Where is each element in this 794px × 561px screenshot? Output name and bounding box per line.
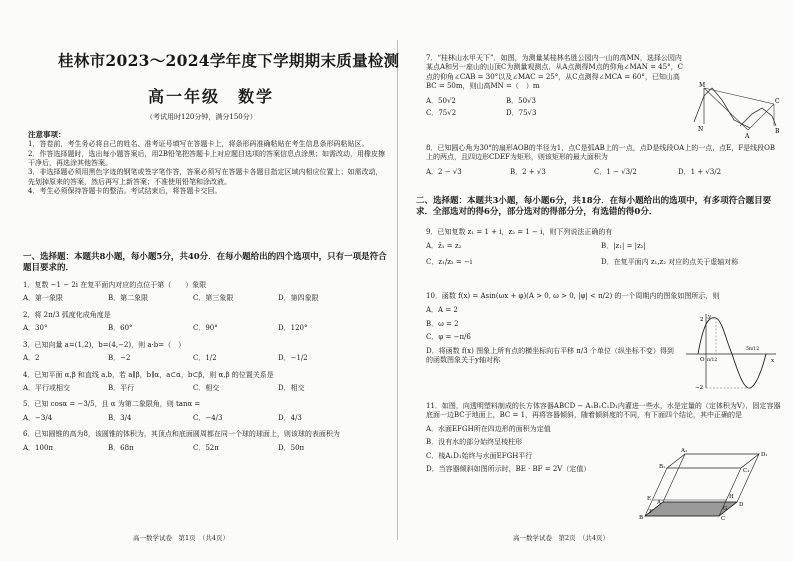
option: D．120°	[278, 324, 308, 333]
option: A．30°	[23, 324, 48, 333]
option: A．A = 2	[426, 306, 458, 315]
exam-time-note: （考试用时120分钟，满分150分）	[146, 113, 257, 121]
option: A．2 − √3	[426, 167, 462, 176]
question-stem: 10．函数 f(x) = Asin(ωx + φ)(A > 0, ω > 0, |φ| < π/2) 的一个周期内的图象如图所示，则	[426, 292, 720, 300]
option: D．在复平面内 z₁,z₂ 对应的点关于虚轴对称	[601, 257, 739, 266]
sine-curve	[698, 318, 766, 389]
sight-line-am	[704, 88, 748, 130]
option: B．60°	[108, 324, 133, 333]
vertex-label: G	[723, 506, 728, 512]
vertex-label: C	[721, 516, 726, 520]
option: B．|z₁| = |z₂|	[601, 242, 646, 251]
mountain-outline	[694, 88, 750, 128]
option: C．75√2	[426, 109, 457, 118]
option: D．4/3	[278, 413, 302, 422]
question-stem: 6．已知圆锥的高为8，该圆锥的体积为，其顶点和底面圆周都在同一个球的球面上，则该球的表面积为	[23, 430, 340, 439]
instruction-item: 2．作答选择题时，选出每小题答案后，用2B铅笔把答题卡上对应题目选项的答案信息点涂黑；如需改动，用橡皮擦干净后，再选涂其他答案。	[28, 149, 386, 167]
option: D．1 + √3/2	[678, 167, 722, 176]
question-stem: 11．如图，向透明塑料制成的长方体容器ABCD − A₁B₁C₁D₁内灌进一些水，水是定量的（定体积为V）．固定容器底面一边BC于地面上，BC = 1，再将容器倾斜，随着倾斜度的不同，有下面四个结论，其中正确的是	[426, 402, 781, 420]
tick-label: 5π/12	[746, 347, 760, 352]
option: C．90°	[193, 324, 218, 333]
instruction-item: 3．非选择题必须用黑色字迹的钢笔或签字笔作答，答案必须写在答题卡各题目指定区域内相应位置上；如需改动，先划掉原来的答案，然后再写上新答案；不准使用铅笔和涂改液。	[28, 168, 383, 186]
question-stem: 5．已知 cosα = −3/5，且 α 为第二象限角，则 tanα =	[23, 400, 201, 409]
page-footer-right: 高一数学试卷 第2页 （共4页）	[513, 534, 610, 542]
option: A．100π	[23, 443, 54, 452]
question-options	[426, 306, 676, 365]
option: A．第一象限	[23, 294, 64, 303]
question-4	[23, 371, 388, 394]
vertex-label: F	[649, 509, 653, 515]
option: D．第四象限	[278, 294, 319, 303]
question-options	[23, 324, 388, 333]
exam-grade-subject: 高一年级 数学	[148, 87, 275, 106]
q7-mountain-figure	[690, 78, 780, 140]
option: C．φ = −π/6	[426, 333, 471, 342]
option: B．−2	[108, 354, 131, 363]
tick-label: 2	[700, 317, 704, 323]
option: A．平行或相交	[23, 384, 71, 392]
option: B．ω = 2	[426, 319, 459, 328]
sight-line-ac	[748, 104, 774, 130]
question-options	[426, 258, 781, 267]
axis-label: y	[708, 314, 712, 320]
question-options	[426, 109, 688, 118]
option: C．z₁/z₂ = −i	[426, 257, 473, 266]
question-options	[23, 354, 388, 363]
option: A．50√2	[426, 96, 456, 105]
option: B．平行	[108, 384, 135, 392]
option: D．当容器倾斜如图所示时，BE · BF = 2V（定值）	[426, 465, 591, 474]
question-stem: 2．将 2π/3 弧度化成角度是	[23, 310, 111, 319]
vertex-label: B	[639, 515, 644, 520]
option: B．50√3	[506, 96, 536, 105]
question-options	[23, 444, 388, 453]
vertex-label: E	[647, 496, 652, 502]
option: D．75√3	[506, 109, 537, 118]
edge	[663, 454, 685, 502]
question-options	[426, 168, 781, 177]
question-options	[23, 414, 388, 423]
option: A．z̄₁ = z₂	[426, 242, 462, 251]
point-label: N	[698, 126, 704, 133]
question-stem: 7．“桂林山水甲天下”．如图，为测量某桂林名胜公园内一山的高MN，选择公园内某点A和另一座山的山顶C为测量观测点．从A点测得M点的仰角∠MAN = 45°，C点的仰角∠CAB = 30°以及∠MAC = 25°，从C点测得∠MCA = 60°，已知山高BC = 50m，则山高MN =（ ）m	[426, 54, 683, 91]
origin-label: O	[700, 357, 705, 363]
option: C．第三象限	[193, 294, 234, 303]
vertex-label: D	[739, 502, 744, 508]
question-stem: 4．已知平面 α,β 和直线 a,b，若 a∥β，b∥α，a⊂α，b⊂β，则 α,β 的位置关系是	[23, 370, 274, 379]
vertex-label: A₁	[681, 448, 688, 454]
option: D．将函数 f(x) 图象上所有点的横坐标向右平移 π/3 个单位（纵坐标不变）得到的函数图象关于y轴对称	[426, 346, 674, 365]
option: C．相交	[193, 384, 220, 392]
point-label: C	[775, 98, 780, 105]
option: A．−3/4	[23, 413, 53, 422]
option: D．相交	[278, 384, 305, 392]
edge	[737, 454, 759, 502]
option: B．2 + √3	[510, 167, 546, 176]
question-8	[426, 144, 781, 177]
page-footer-left: 高一数学试卷 第1页 （共4页）	[133, 534, 230, 542]
option: A．水面EFGH所在四边形的面积为定值	[426, 424, 551, 433]
top-face	[667, 454, 759, 468]
question-2	[23, 311, 388, 334]
question-3	[23, 341, 388, 364]
instructions	[28, 130, 388, 197]
question-options	[23, 294, 388, 303]
column-divider	[397, 40, 398, 540]
q11-container-figure	[623, 444, 771, 520]
option: C．−4/3	[193, 413, 223, 422]
vertex-label: H	[729, 494, 734, 500]
tick-label: π/12	[707, 358, 718, 363]
question-options	[23, 384, 388, 393]
question-9	[426, 228, 781, 267]
vertex-label: A	[657, 500, 661, 506]
question-6	[23, 430, 388, 453]
axis-label: x	[771, 358, 775, 364]
question-stem: 3．已知向量 a=(1,2)，b=(4,−2)，则 a·b=（ ）	[23, 340, 186, 349]
vertex-label: B₁	[659, 464, 666, 470]
line-mc	[704, 88, 774, 104]
option: B．3/4	[108, 413, 132, 422]
section-1	[23, 252, 388, 453]
option: B．68π	[108, 443, 134, 452]
option: C．棱A₁D₁始终与水面EFGH平行	[426, 451, 533, 460]
point-label: B	[775, 128, 780, 135]
instructions-heading: 注意事项：	[28, 130, 66, 139]
question-stem: 9．已知复数 z₁ = 1 + i，z₂ = 1 − i，则下列说法正确的有	[426, 228, 613, 236]
right-column	[408, 0, 781, 561]
option: D．−1/2	[278, 354, 308, 363]
option: C．52π	[193, 443, 219, 452]
question-stem: 8．已知圆心角为30°的扇形AOB的半径为1，点C是弧AB上的一点，点D是线段OA上的一点，点E，F是线段OB上的两点，且四边形CDEF为矩形，则该矩形的最大面积为	[426, 144, 776, 162]
point-label: M	[699, 82, 706, 89]
question-options	[426, 242, 781, 251]
tick-label: −2	[695, 385, 704, 390]
vertex-label: C₁	[743, 468, 750, 474]
vertex-label: D₁	[761, 452, 768, 458]
question-1	[23, 281, 388, 304]
option: B．没有水的部分始终呈棱柱形	[426, 438, 523, 447]
question-options	[426, 425, 626, 475]
instruction-item: 4．考生必须保持答题卡的整洁。考试结束后，将答题卡交回。	[28, 187, 222, 196]
instruction-item: 1．答卷前，考生务必将自己的姓名、准考证号填写在答题卡上，将条形码准确粘贴在考生信息条形码粘贴区。	[28, 140, 369, 149]
section-1-heading: 一、选择题：本题共8小题，每小题5分，共40分．在每小题给出的四个选项中，只有一项是符合题目要求的．	[23, 252, 387, 274]
option: C．1 − √3/2	[594, 167, 637, 176]
option: B．第二象限	[108, 294, 149, 303]
question-7	[426, 54, 688, 119]
q10-sine-graph	[680, 310, 780, 390]
option: A．2	[23, 354, 40, 363]
left-column	[18, 0, 400, 561]
option: D．50π	[278, 443, 305, 452]
exam-title: 桂林市2023～2024学年度下学期期末质量检测	[58, 51, 400, 70]
section-2-heading: 二、选择题：本题共3小题，每小题6分，共18分．在每小题给出的选项中，有多项符合题目要求．全部选对的得6分，部分选对的得部分分，有选错的得0分．	[416, 196, 772, 218]
option: C．1/2	[193, 354, 217, 363]
question-options	[426, 97, 688, 106]
point-label: A	[745, 133, 750, 140]
hill-outline	[740, 108, 776, 126]
question-stem: 1．复数 −1 − 2i 在复平面内对应的点位于第（ ）象限	[23, 280, 207, 289]
question-5	[23, 400, 388, 423]
